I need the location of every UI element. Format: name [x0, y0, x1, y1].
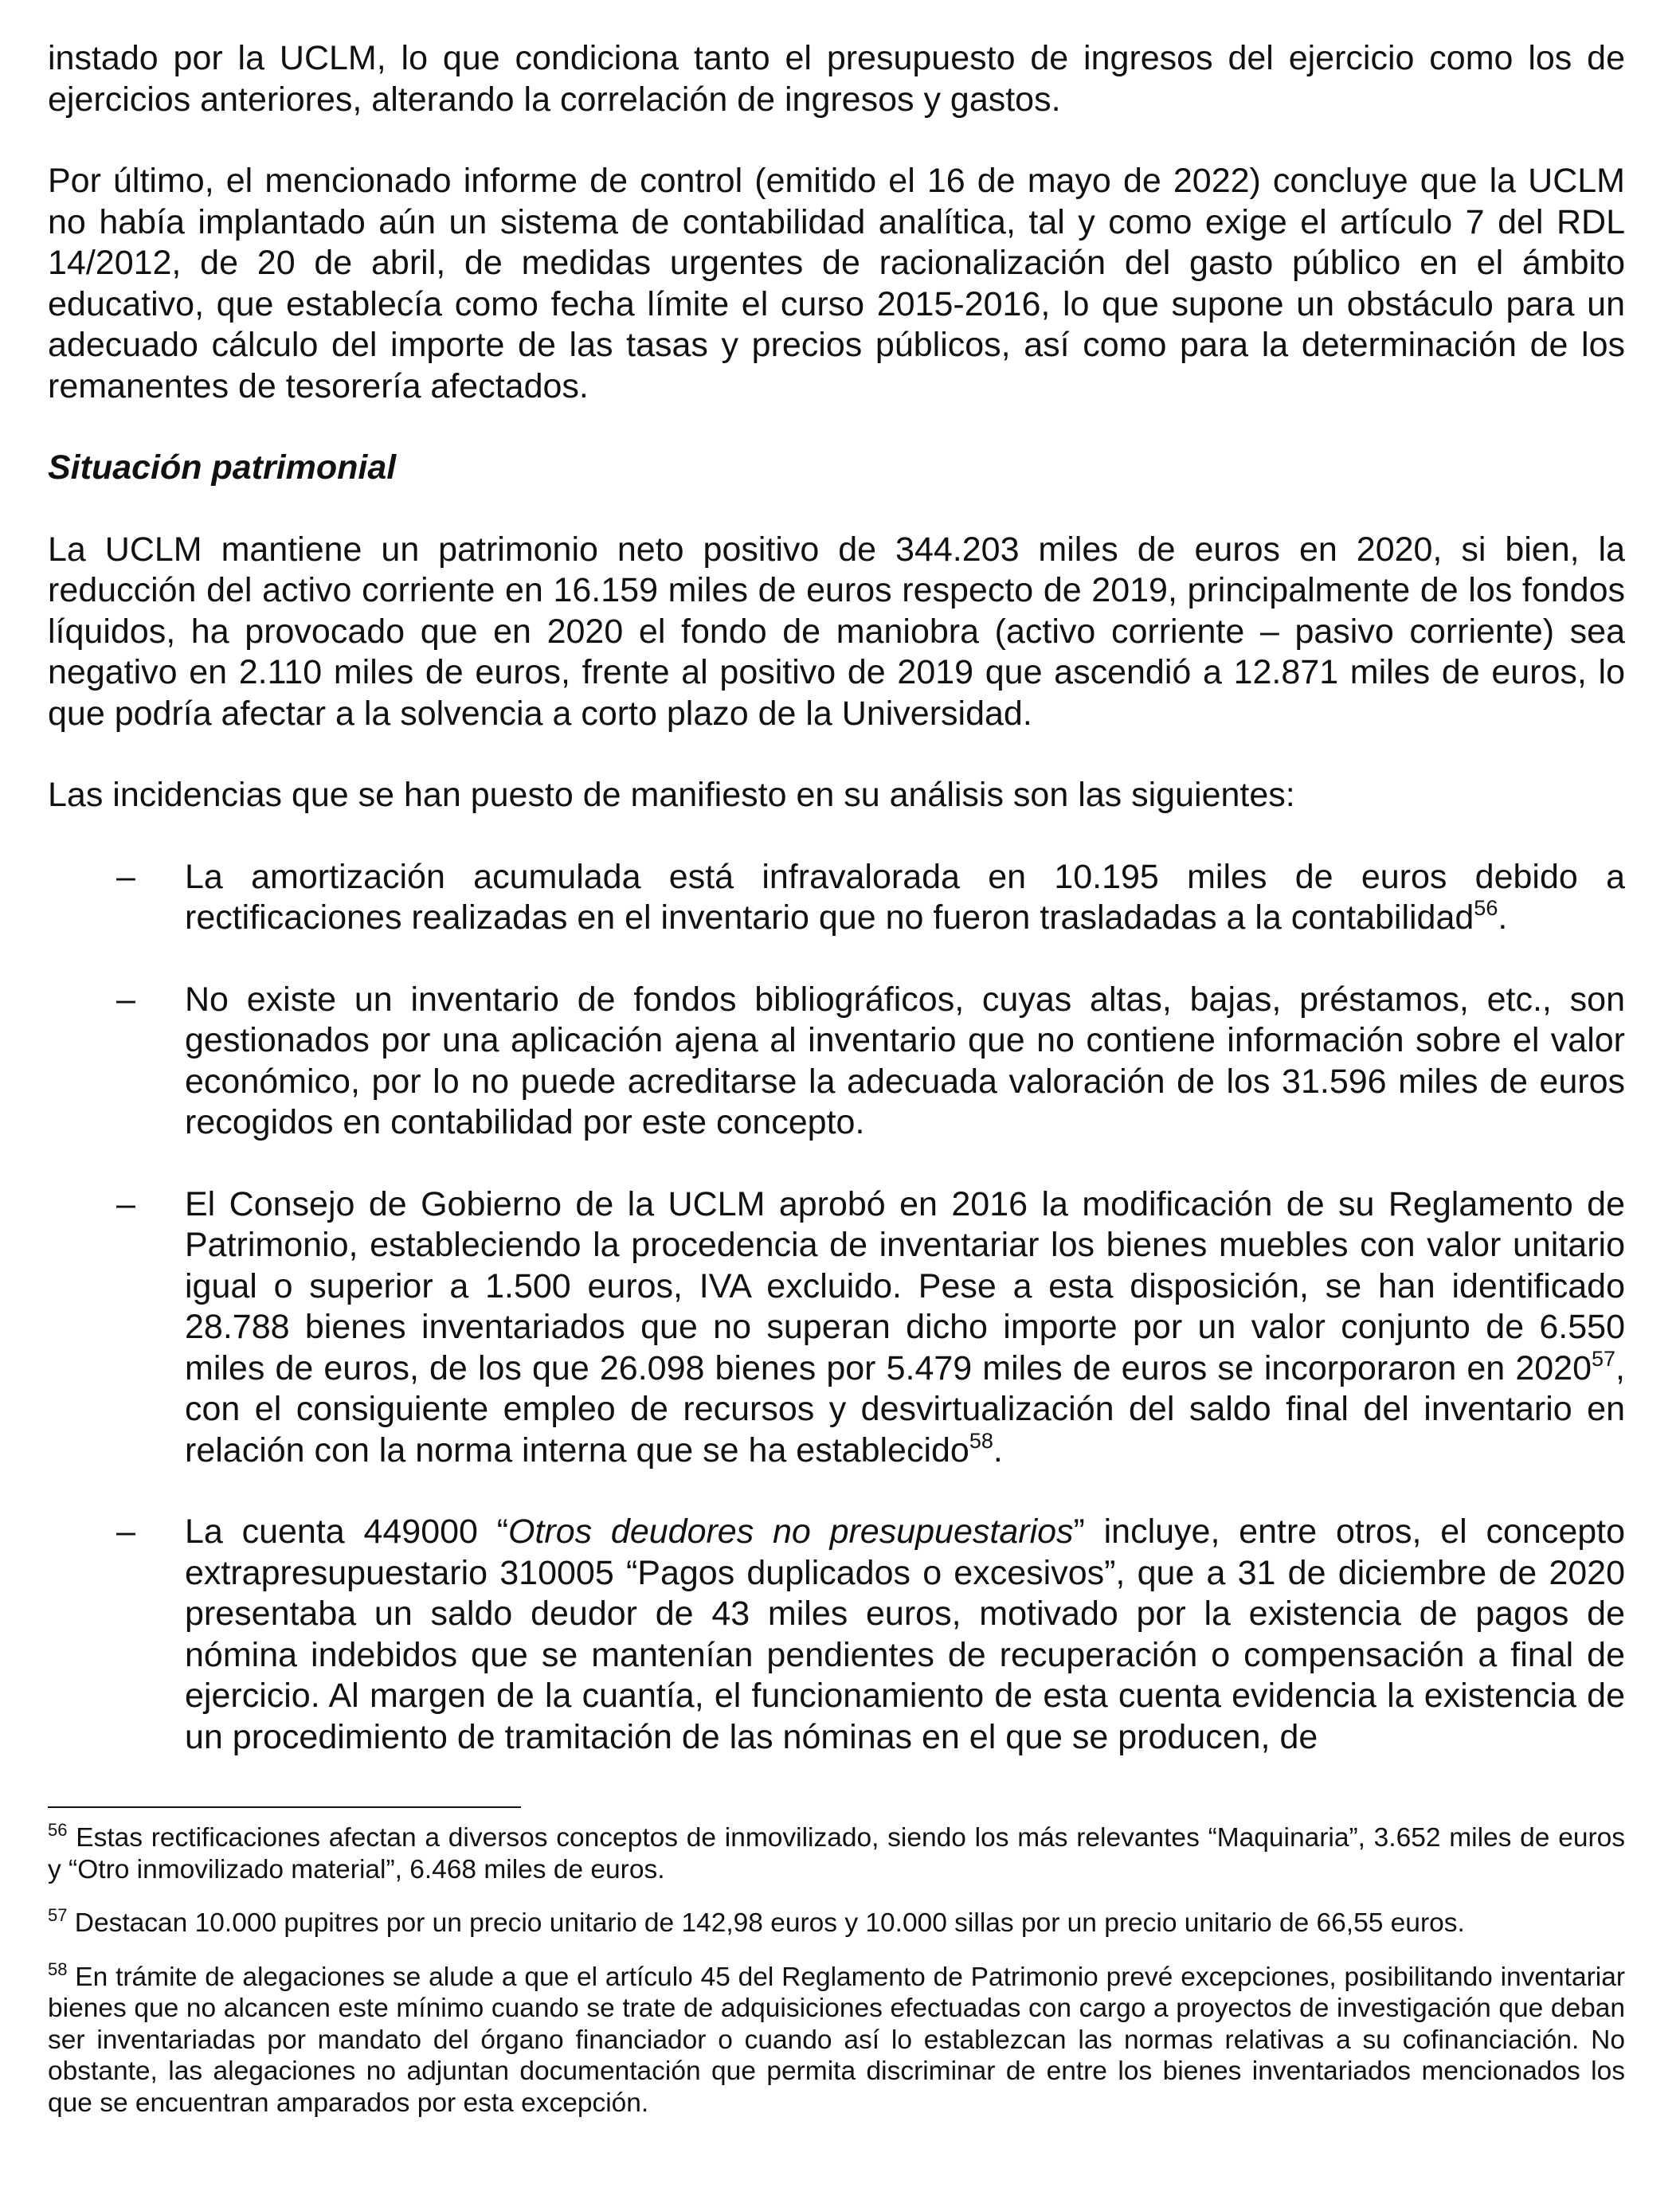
footnote-57: [48, 1905, 1625, 1939]
list-item-text: No existe un inventario de fondos bibliográficos, cuyas altas, bajas, préstamos, etc., son gestionados por una aplicación ajena al inventario que no contiene información sobre el valor económico, por lo no puede acreditarse la adecuada valoración de los 31.596 miles de euros recogidos en contabilidad por este concepto.: [185, 980, 1625, 1141]
footnotes: [48, 1822, 1625, 2141]
footnote-text: En trámite de alegaciones se alude a que el artículo 45 del Reglamento de Patrimonio prevé excepciones, posibilitando inventariar bienes que no alcancen este mínimo cuando se trate de adquisiciones efectuadas con cargo a proyectos de investigación que deban ser inventariadas por mandato del órgano financiador o cuando así lo establezcan las normas relativas a su cofinanciación. No obstante, las alegaciones no adjuntan documentación que permita discriminar de entre los bienes inventariados mencionados los que se encuentran amparados por esta excepción.: [48, 1962, 1625, 2118]
intro-paragraph-2: Por último, el mencionado informe de control (emitido el 16 de mayo de 2022) concluye que la UCLM no había implantado aún un sistema de contabilidad analítica, tal y como exige el artículo 7 del RDL 14/2012, de 20 de abril, de medidas urgentes de racionalización del gasto público en el ámbito educativo, que establecía como fecha límite el curso 2015-2016, lo que supone un obstáculo para un adecuado cálculo del importe de las tasas y precios públicos, así como para la determinación de los remanentes de tesorería afectados.: [48, 162, 1625, 405]
footnote-divider: [48, 1806, 521, 1808]
dash-bullet-icon: –: [116, 857, 135, 896]
footnote-ref-58[interactable]: 58: [969, 1428, 993, 1453]
footnote-text: Destacan 10.000 pupitres por un precio unitario de 142,98 euros y 10.000 sillas por un precio unitario de 66,55 euros.: [67, 1908, 1465, 1938]
list-item: [48, 1184, 1625, 1472]
dash-bullet-icon: –: [116, 1184, 135, 1223]
list-item-text: La amortización acumulada está infravalorada en 10.195 miles de euros debido a rectificaciones realizadas en el inventario que no fueron trasladadas a la contabilidad: [185, 857, 1625, 937]
patrimonio-paragraph: La UCLM mantiene un patrimonio neto positivo de 344.203 miles de euros en 2020, si bien, la reducción del activo corriente en 16.159 miles de euros respecto de 2019, principalmente de los fondos líquidos, ha provocado que en 2020 el fondo de maniobra (activo corriente – pasivo corriente) sea negativo en 2.110 miles de euros, frente al positivo de 2019 que ascendió a 12.871 miles de euros, lo que podría afectar a la solvencia a corto plazo de la Universidad.: [48, 530, 1625, 733]
footnote-ref-56[interactable]: 56: [1474, 896, 1498, 920]
list-item-text: , con el consiguiente empleo de recursos y desvirtualización del saldo final del inventario en relación con la norma interna que se ha establecido: [185, 1348, 1625, 1469]
intro-paragraph-1: instado por la UCLM, lo que condiciona tanto el presupuesto de ingresos del ejercicio como los de ejercicios anteriores, alterando la correlación de ingresos y gastos.: [48, 39, 1625, 119]
footnote-number: 58: [48, 1959, 68, 1979]
list-item: [48, 980, 1625, 1144]
footnote-ref-57[interactable]: 57: [1592, 1346, 1616, 1371]
list-item-end: .: [1498, 898, 1508, 937]
list-item: [48, 1512, 1625, 1758]
document-page: [48, 38, 1625, 1758]
list-item-text: ” incluye, entre otros, el concepto extrapresupuestario 310005 “Pagos duplicados o excesivos”, que a 31 de diciembre de 2020 presentaba un saldo deudor de 43 miles euros, motivado por la existencia de pagos de nómina indebidos que se mantenían pendientes de recuperación o compensación a final de ejercicio. Al margen de la cuantía, el funcionamiento de esta cuenta evidencia la existencia de un procedimiento de tramitación de las nóminas en el que se producen, de: [185, 1512, 1626, 1756]
footnote-number: 57: [48, 1905, 68, 1925]
dash-bullet-icon: –: [116, 1512, 135, 1551]
dash-bullet-icon: –: [116, 980, 135, 1019]
list-item-text: El Consejo de Gobierno de la UCLM aprobó en 2016 la modificación de su Reglamento de Patrimonio, estableciendo la procedencia de inventariar los bienes muebles con valor unitario igual o superior a 1.500 euros, IVA excluido. Pese a esta disposición, se han identificado 28.788 bienes inventariados que no superan dicho importe por un valor conjunto de 6.550 miles de euros, de los que 26.098 bienes por 5.479 miles de euros se incorporaron en 2020: [185, 1184, 1625, 1387]
footnote-56: [48, 1822, 1625, 1885]
section-heading: Situación patrimonial: [48, 448, 397, 487]
account-name: Otros deudores no presupuestarios: [508, 1512, 1074, 1551]
list-item-end: .: [993, 1430, 1003, 1469]
incidencias-intro: Las incidencias que se han puesto de manifiesto en su análisis son las siguientes:: [48, 776, 1295, 814]
footnote-text: Estas rectificaciones afectan a diversos conceptos de inmovilizado, siendo los más relevantes “Maquinaria”, 3.652 miles de euros y “Otro inmovilizado material”, 6.468 miles de euros.: [48, 1823, 1625, 1884]
footnote-58: [48, 1959, 1625, 2119]
list-item-text: La cuenta 449000 “: [185, 1512, 509, 1551]
incidencias-list: [48, 857, 1625, 1759]
footnote-number: 56: [48, 1820, 68, 1840]
list-item: [48, 857, 1625, 939]
